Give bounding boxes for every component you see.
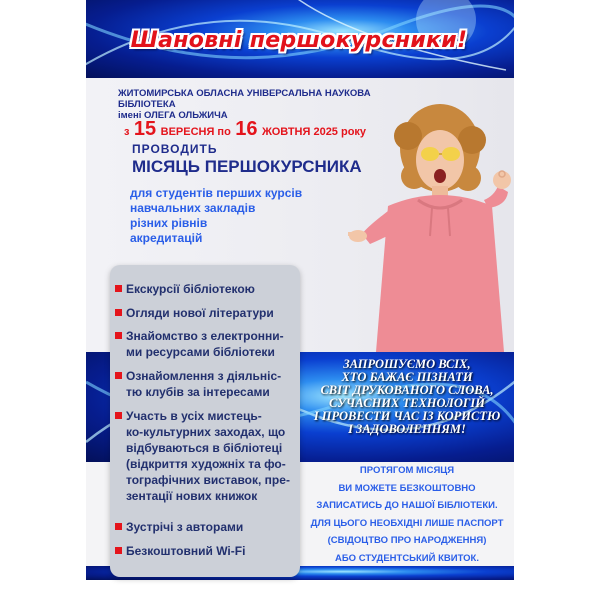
- student-photo: [348, 96, 514, 352]
- list-item-text: Ознайомлення з діяльніс-: [126, 369, 282, 383]
- invitation-line: ЗАПРОШУЄМО ВСІХ,: [343, 357, 471, 371]
- list-item: [126, 519, 296, 535]
- headline: Шановні першокурсники!: [130, 28, 468, 53]
- audience-line: для студентів перших курсів: [130, 186, 303, 200]
- list-item-text: Зустрічі з авторами: [126, 520, 244, 534]
- list-item-text: тю клубів за інтересами: [126, 385, 270, 399]
- list-item: [126, 328, 296, 360]
- date-from-month: ВЕРЕСНЯ по: [160, 126, 231, 138]
- date-from-day: 15: [133, 118, 157, 140]
- event-dates: [124, 118, 366, 141]
- registration-line: ЗАПИСАТИСЬ ДО НАШОЇ БІБЛІОТЕКИ.: [316, 500, 498, 511]
- registration-line: ВИ МОЖЕТЕ БЕЗКОШТОВНО: [338, 482, 476, 494]
- list-item-text: Участь в усіх мистець-: [126, 409, 262, 423]
- poster: [86, 0, 514, 600]
- audience-text: [130, 186, 340, 246]
- registration-line: АБО СТУДЕНТСЬКИЙ КВИТОК.: [334, 552, 479, 564]
- registration-line: ПРОТЯГОМ МІСЯЦЯ: [359, 465, 455, 476]
- conducts-label: ПРОВОДИТЬ: [132, 142, 218, 156]
- list-item-text: тографічних виставок, пре-: [126, 473, 290, 487]
- list-item-text: Огляди нової літератури: [126, 306, 274, 320]
- date-to-month-year: ЖОВТНЯ 2025 року: [261, 126, 367, 138]
- list-item-text: ко-культурних заходах, що: [126, 425, 286, 439]
- list-item-text: (відкриття художніх та фо-: [126, 457, 286, 471]
- invitation-text: [302, 358, 512, 436]
- red-bullet-icon: [115, 309, 122, 316]
- registration-info: [300, 462, 514, 567]
- audience-line: різних рівнів: [130, 216, 208, 230]
- library-name-line: ЖИТОМИРСЬКА ОБЛАСНА УНІВЕРСАЛЬНА НАУКОВА БІБЛІОТЕКА: [118, 88, 371, 110]
- audience-line: навчальних закладів: [130, 201, 256, 215]
- registration-line: (СВІДОЦТВО ПРО НАРОДЖЕННЯ): [327, 535, 487, 546]
- date-to-day: 16: [235, 118, 258, 140]
- invitation-line: І ПРОВЕСТИ ЧАС ІЗ КОРИСТЮ: [313, 409, 501, 423]
- bottom-margin: [86, 580, 514, 600]
- list-item-text: зентації нових книжок: [126, 489, 258, 503]
- list-item-text: Знайомство з електронни-: [126, 329, 284, 343]
- list-item: [126, 281, 296, 297]
- library-name-line: імені ОЛЕГА ОЛЬЖИЧА: [118, 110, 228, 121]
- list-item-text: Екскурсії бібліотекою: [126, 282, 255, 296]
- registration-line: ДЛЯ ЦЬОГО НЕОБХІДНІ ЛИШЕ ПАСПОРТ: [310, 517, 504, 529]
- list-item-text: Безкоштовний Wi-Fi: [126, 544, 246, 558]
- red-bullet-icon: [115, 372, 122, 379]
- list-item-text: відбуваються в бібліотеці: [126, 441, 283, 455]
- date-from-word: з: [124, 126, 130, 138]
- event-title: МІСЯЦЬ ПЕРШОКУРСНИКА: [132, 157, 362, 176]
- invitation-line: СУЧАСНИХ ТЕХНОЛОГІЙ: [329, 396, 485, 410]
- red-bullet-icon: [115, 332, 122, 339]
- list-item-text: ми ресурсами бібліотеки: [126, 345, 275, 359]
- red-bullet-icon: [115, 523, 122, 530]
- red-bullet-icon: [115, 285, 122, 292]
- invitation-line: І ЗАДОВОЛЕННЯМ!: [348, 422, 466, 436]
- list-item: [126, 305, 296, 321]
- invitation-line: СВІТ ДРУКОВАНОГО СЛОВА,: [320, 383, 494, 397]
- list-item: [126, 543, 296, 559]
- red-bullet-icon: [115, 547, 122, 554]
- list-item: [126, 408, 296, 504]
- red-bullet-icon: [115, 412, 122, 419]
- invitation-line: ХТО БАЖАЄ ПІЗНАТИ: [341, 370, 473, 384]
- list-item: [126, 368, 296, 400]
- audience-line: акредитацій: [130, 231, 203, 245]
